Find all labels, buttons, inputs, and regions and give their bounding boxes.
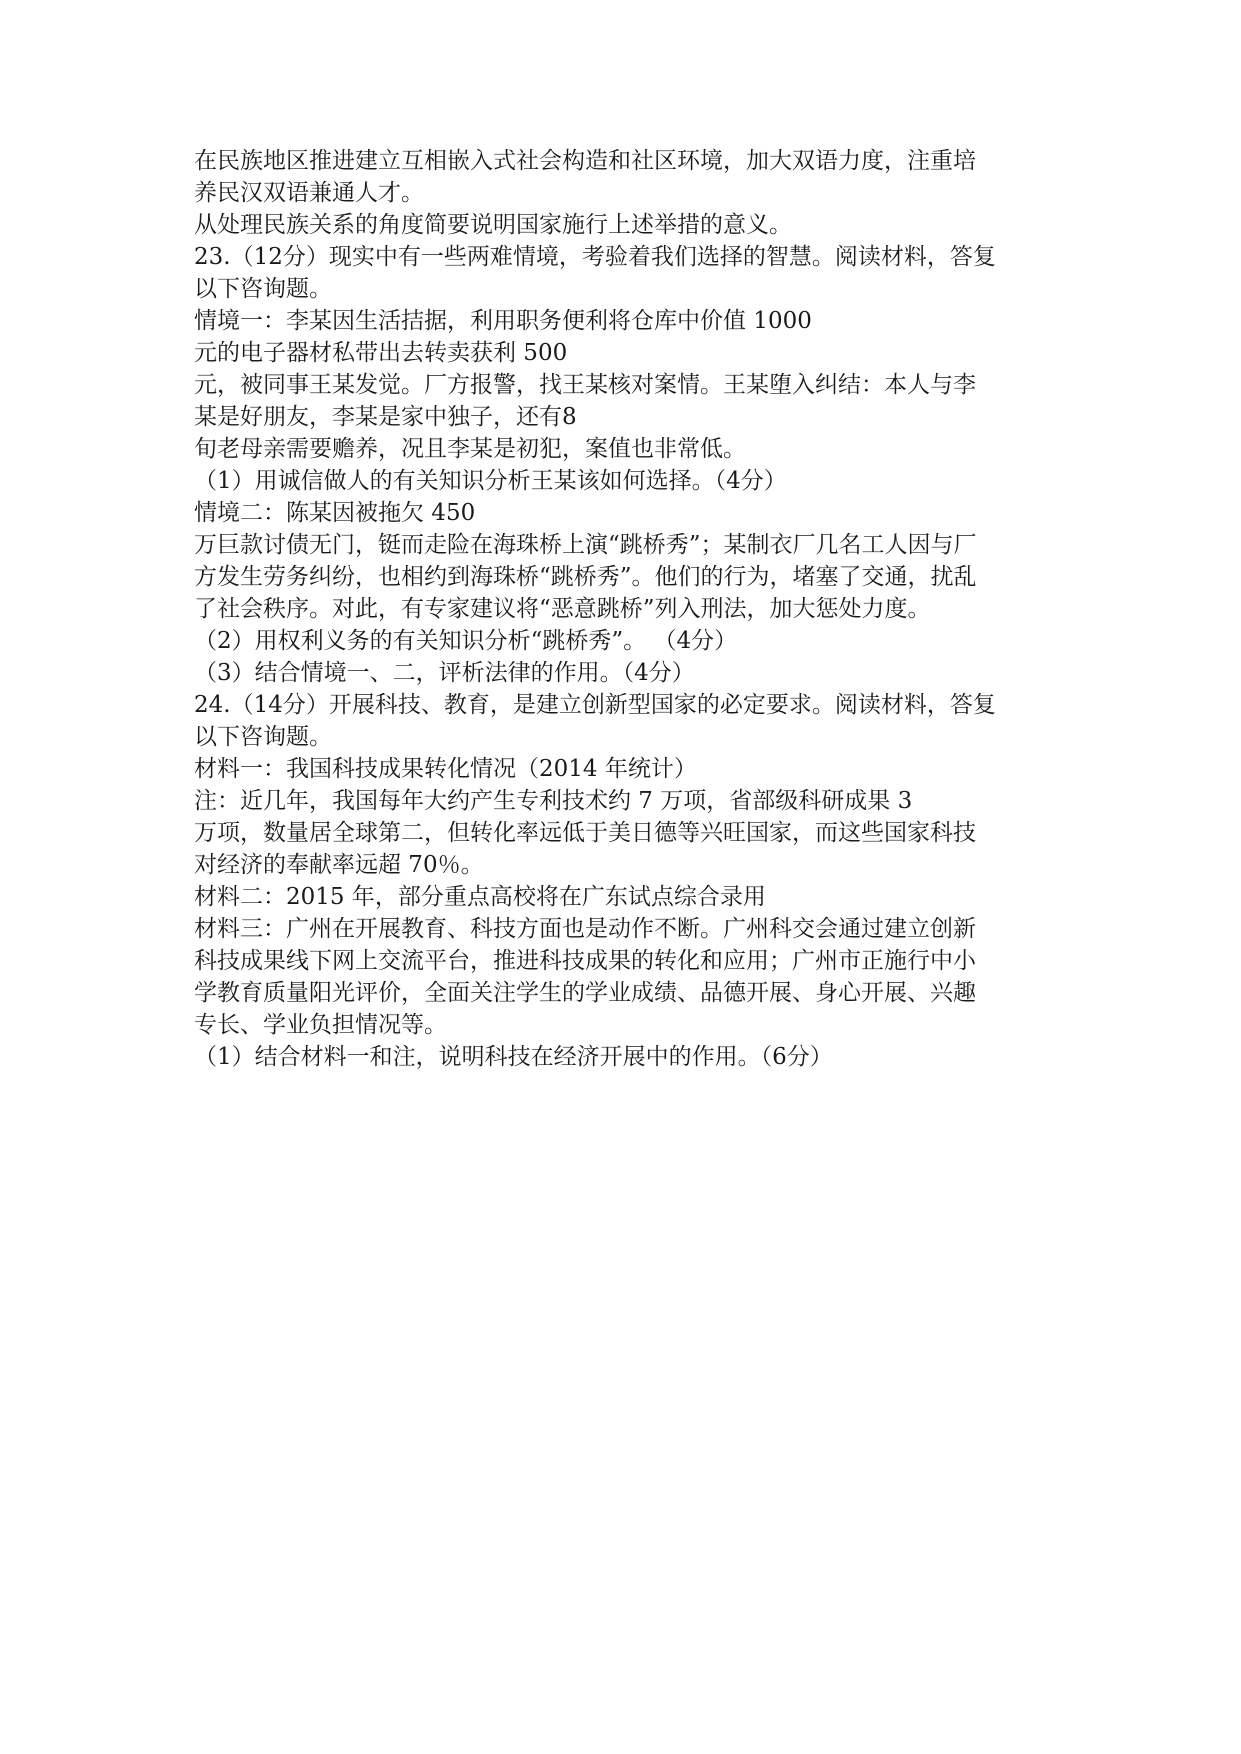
scenario-2-line: 情境二：陈某因被拖欠 450 (194, 500, 476, 526)
note-line: 注：近几年，我国每年大约产生专利技术约 7 万项，省部级科研成果 3 (194, 788, 913, 814)
text-line: 养民汉双语兼通人才。 (194, 180, 424, 206)
text-line: 某是好朋友，李某是家中独子，还有8 (194, 404, 577, 430)
scenario-1-line: 情境一：李某因生活拮据，利用职务便利将仓库中价值 1000 (194, 308, 812, 334)
material-1-line: 材料一：我国科技成果转化情况（2014 年统计） (194, 756, 697, 782)
material-3-line: 材料三：广州在开展教育、科技方面也是动作不断。广州科交会通过建立创新 (194, 916, 976, 942)
question-24-heading: 24.（14分）开展科技、教育，是建立创新型国家的必定要求。阅读材料，答复 (194, 692, 996, 718)
document-page (194, 145, 1074, 1073)
sub-question-1: （1）用诚信做人的有关知识分析王某该如何选择。（4分） (194, 468, 787, 494)
text-line: 旬老母亲需要赡养，况且李某是初犯，案值也非常低。 (194, 436, 746, 462)
text-line: 在民族地区推进建立互相嵌入式社会构造和社区环境，加大双语力度，注重培 (194, 148, 976, 174)
text-line: 以下咨询题。 (194, 276, 332, 302)
text-line: 元的电子器材私带出去转卖获利 500 (194, 340, 568, 366)
question-23-heading: 23.（12分）现实中有一些两难情境，考验着我们选择的智慧。阅读材料，答复 (194, 244, 996, 270)
text-line: 科技成果线下网上交流平台，推进科技成果的转化和应用；广州市正施行中小 (194, 948, 976, 974)
text-line: 了社会秩序。对此，有专家建议将“恶意跳桥”列入刑法，加大惩处力度。 (194, 596, 931, 622)
sub-question-2: （2）用权利义务的有关知识分析“跳桥秀”。 （4分） (194, 628, 738, 654)
text-line: 专长、学业负担情况等。 (194, 1012, 447, 1038)
sub-question-3: （3）结合情境一、二，评析法律的作用。（4分） (194, 660, 695, 686)
text-line: 元，被同事王某发觉。厂方报警，找王某核对案情。王某堕入纠结：本人与李 (194, 372, 976, 398)
sub-question-24-1: （1）结合材料一和注，说明科技在经济开展中的作用。（6分） (194, 1044, 833, 1070)
text-line: 对经济的奉献率远超 70％。 (194, 852, 484, 878)
text-line: 从处理民族关系的角度简要说明国家施行上述举措的意义。 (194, 212, 792, 238)
text-line: 万巨款讨债无门，铤而走险在海珠桥上演“跳桥秀”；某制衣厂几名工人因与厂 (194, 532, 977, 558)
text-line: 万项，数量居全球第二，但转化率远低于美日德等兴旺国家，而这些国家科技 (194, 820, 976, 846)
text-line: 以下咨询题。 (194, 724, 332, 750)
text-line: 方发生劳务纠纷，也相约到海珠桥“跳桥秀”。他们的行为，堵塞了交通，扰乱 (194, 564, 977, 590)
text-line: 学教育质量阳光评价，全面关注学生的学业成绩、品德开展、身心开展、兴趣 (194, 980, 976, 1006)
material-2-line: 材料二：2015 年，部分重点高校将在广东试点综合录用 (194, 884, 766, 910)
